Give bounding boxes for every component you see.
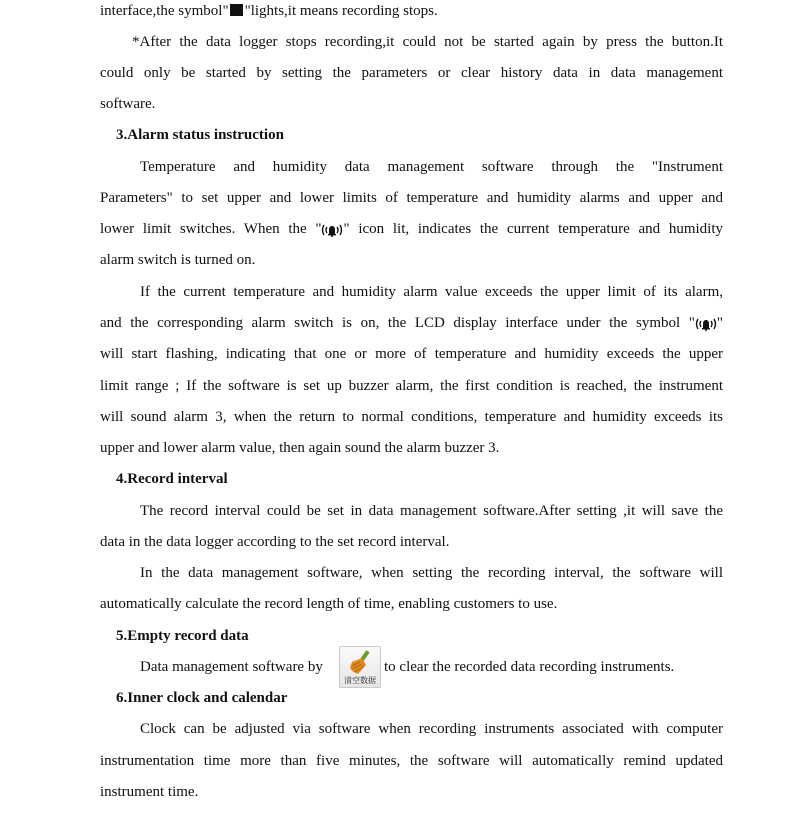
paragraph-line: automatically calculate the record length of time, enabling customers to use. [100, 596, 558, 612]
paragraph-line: Temperature and humidity data management software through the "Instrument [140, 159, 723, 175]
empty-data-pre: Data management software by [140, 659, 323, 675]
paragraph-line: instrumentation time more than five minutes, the software will automatically remind updated [100, 753, 723, 769]
paragraph-line: will sound alarm 3, when the return to normal conditions, temperature and humidity exceeds its [100, 409, 723, 425]
alarm-bell-icon [321, 223, 343, 237]
paragraph-line: will start flashing, indicating that one or more of temperature and humidity exceeds the upper [100, 346, 723, 362]
alarm-icon-line: lower limit switches. When the " " icon lit, indicates the current temperature and humidity [100, 221, 723, 237]
paragraph-line: In the data management software, when setting the recording interval, the software will [140, 565, 723, 581]
clear-data-button[interactable] [339, 646, 381, 688]
section-heading-alarm: 3.Alarm status instruction [116, 127, 284, 143]
paragraph-line: alarm switch is turned on. [100, 252, 256, 268]
paragraph-line: If the current temperature and humidity alarm value exceeds the upper limit of its alarm, [140, 284, 723, 300]
broom-icon [340, 648, 380, 678]
paragraph-line: Parameters" to set upper and lower limits of temperature and humidity alarms and upper and [100, 190, 723, 206]
paragraph-line: instrument time. [100, 784, 199, 800]
paragraph-line: The record interval could be set in data management software.After setting ,it will save the [140, 503, 723, 519]
paragraph-line: software. [100, 96, 156, 112]
stop-symbol-line: interface,the symbol" "lights,it means recording stops. [100, 3, 438, 19]
empty-data-post: to clear the recorded data recording instruments. [384, 659, 675, 675]
section-heading-clock: 6.Inner clock and calendar [116, 690, 288, 706]
paragraph-line: upper and lower alarm value, then again sound the alarm buzzer 3. [100, 440, 500, 456]
paragraph-line: data in the data logger according to the set record interval. [100, 534, 450, 550]
paragraph-line: limit range ; If the software is set up buzzer alarm, the first condition is reached, the instrument [100, 378, 723, 394]
paragraph-line: *After the data logger stops recording,it could not be started again by press the button.It [132, 34, 723, 50]
paragraph-line: Clock can be adjusted via software when recording instruments associated with computer [140, 721, 723, 737]
section-heading-empty: 5.Empty record data [116, 628, 249, 644]
alarm-bell-icon [695, 317, 717, 331]
paragraph-line: could only be started by setting the parameters or clear history data in data management [100, 65, 723, 81]
stop-square-icon [230, 4, 243, 16]
clear-data-caption: 清空数据 [344, 676, 376, 685]
alarm-icon-line: and the corresponding alarm switch is on, the LCD display interface under the symbol " " [100, 315, 723, 331]
section-heading-record: 4.Record interval [116, 471, 228, 487]
